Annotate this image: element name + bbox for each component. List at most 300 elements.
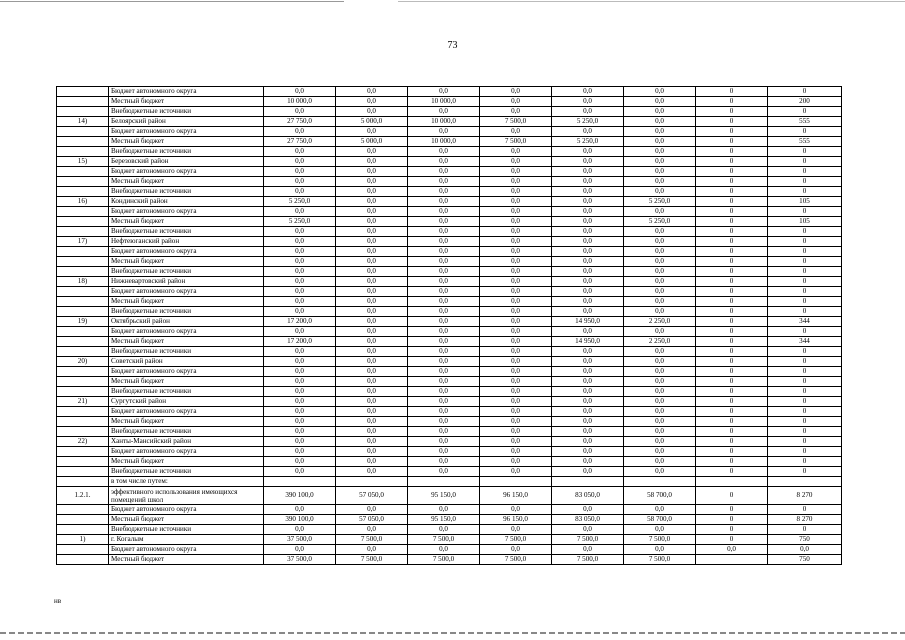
- value-cell: [552, 477, 624, 487]
- value-cell: 0,0: [336, 87, 408, 97]
- value-cell: 0,0: [408, 307, 480, 317]
- value-cell: 0: [696, 417, 768, 427]
- value-cell: 0,0: [408, 417, 480, 427]
- value-cell: 0,0: [264, 187, 336, 197]
- row-number: [57, 177, 109, 187]
- value-cell: 0,0: [552, 417, 624, 427]
- value-cell: 0,0: [480, 387, 552, 397]
- value-cell: 0,0: [264, 525, 336, 535]
- value-cell: 0,0: [264, 437, 336, 447]
- value-cell: 0: [768, 127, 842, 137]
- value-cell: 0,0: [552, 157, 624, 167]
- value-cell: 0,0: [408, 397, 480, 407]
- table-row: [57, 167, 842, 177]
- value-cell: 83 050,0: [552, 515, 624, 525]
- value-cell: 0,0: [336, 347, 408, 357]
- value-cell: 0,0: [624, 467, 696, 477]
- value-cell: 0,0: [480, 367, 552, 377]
- value-cell: 0,0: [624, 457, 696, 467]
- row-label: Бюджет автономного округа: [109, 87, 264, 97]
- value-cell: 7 500,0: [408, 555, 480, 565]
- value-cell: 0,0: [624, 367, 696, 377]
- row-number: [57, 367, 109, 377]
- row-label: Бюджет автономного округа: [109, 207, 264, 217]
- value-cell: 0,0: [552, 177, 624, 187]
- value-cell: 0: [696, 447, 768, 457]
- value-cell: 0,0: [408, 207, 480, 217]
- row-label: Белоярский район: [109, 117, 264, 127]
- value-cell: 96 150,0: [480, 487, 552, 505]
- value-cell: 0,0: [552, 127, 624, 137]
- value-cell: [696, 555, 768, 565]
- row-number: [57, 167, 109, 177]
- value-cell: 0: [696, 97, 768, 107]
- value-cell: 7 500,0: [480, 137, 552, 147]
- table-row: [57, 377, 842, 387]
- value-cell: 0: [768, 267, 842, 277]
- value-cell: 0,0: [408, 525, 480, 535]
- scan-edge-bottom: [0, 632, 905, 634]
- value-cell: 0,0: [264, 387, 336, 397]
- value-cell: 0: [768, 167, 842, 177]
- value-cell: 0: [768, 437, 842, 447]
- table-row: [57, 107, 842, 117]
- value-cell: 5 250,0: [264, 217, 336, 227]
- value-cell: 0,0: [264, 157, 336, 167]
- value-cell: 0,0: [264, 347, 336, 357]
- value-cell: 96 150,0: [480, 515, 552, 525]
- row-number: [57, 147, 109, 157]
- value-cell: 0,0: [264, 367, 336, 377]
- table-row: [57, 437, 842, 447]
- table-row: [57, 347, 842, 357]
- table-row: [57, 207, 842, 217]
- row-label: Местный бюджет: [109, 337, 264, 347]
- value-cell: 0,0: [552, 297, 624, 307]
- value-cell: 0: [696, 437, 768, 447]
- value-cell: 0: [696, 535, 768, 545]
- value-cell: 0,0: [336, 97, 408, 107]
- row-label: Внебюджетные источники: [109, 525, 264, 535]
- value-cell: 0,0: [552, 257, 624, 267]
- value-cell: 0,0: [336, 307, 408, 317]
- value-cell: 0: [696, 307, 768, 317]
- value-cell: 0,0: [624, 447, 696, 457]
- table-row: [57, 247, 842, 257]
- value-cell: 0,0: [336, 127, 408, 137]
- row-number: [57, 247, 109, 257]
- value-cell: 0: [768, 347, 842, 357]
- value-cell: 555: [768, 117, 842, 127]
- value-cell: 7 500,0: [552, 555, 624, 565]
- value-cell: 83 050,0: [552, 487, 624, 505]
- value-cell: 0: [768, 457, 842, 467]
- value-cell: 0,0: [408, 277, 480, 287]
- table-row: [57, 297, 842, 307]
- value-cell: 0,0: [408, 127, 480, 137]
- value-cell: 0,0: [336, 397, 408, 407]
- value-cell: 8 270: [768, 487, 842, 505]
- row-number: 1): [57, 535, 109, 545]
- value-cell: 0: [768, 505, 842, 515]
- value-cell: 0: [696, 207, 768, 217]
- value-cell: 0: [696, 177, 768, 187]
- row-label: Внебюджетные источники: [109, 187, 264, 197]
- value-cell: 7 500,0: [408, 535, 480, 545]
- table-row: [57, 137, 842, 147]
- table-row: [57, 187, 842, 197]
- value-cell: 0: [696, 257, 768, 267]
- value-cell: 58 700,0: [624, 515, 696, 525]
- value-cell: 0,0: [552, 147, 624, 157]
- table-row: [57, 427, 842, 437]
- table-row: [57, 367, 842, 377]
- value-cell: 0,0: [480, 377, 552, 387]
- value-cell: 0,0: [624, 437, 696, 447]
- value-cell: 0,0: [336, 377, 408, 387]
- row-label: эффективного использования имеющихся помещений школ: [109, 487, 264, 505]
- row-number: 18): [57, 277, 109, 287]
- row-label: Березовский район: [109, 157, 264, 167]
- value-cell: 0,0: [480, 97, 552, 107]
- value-cell: 0,0: [336, 407, 408, 417]
- value-cell: 0,0: [336, 417, 408, 427]
- value-cell: 0,0: [408, 167, 480, 177]
- row-number: [57, 417, 109, 427]
- value-cell: 0,0: [480, 357, 552, 367]
- value-cell: 0: [696, 387, 768, 397]
- value-cell: 0: [696, 277, 768, 287]
- value-cell: 0,0: [480, 127, 552, 137]
- table-row: [57, 177, 842, 187]
- value-cell: 0,0: [552, 97, 624, 107]
- row-label: Местный бюджет: [109, 257, 264, 267]
- value-cell: 0,0: [624, 107, 696, 117]
- value-cell: 0: [696, 347, 768, 357]
- value-cell: 0: [696, 407, 768, 417]
- value-cell: 200: [768, 97, 842, 107]
- value-cell: 5 250,0: [264, 197, 336, 207]
- value-cell: 0: [768, 287, 842, 297]
- value-cell: 0,0: [552, 467, 624, 477]
- value-cell: 0,0: [624, 97, 696, 107]
- value-cell: 0: [696, 377, 768, 387]
- value-cell: 0,0: [264, 147, 336, 157]
- value-cell: 0: [696, 327, 768, 337]
- value-cell: 0: [696, 427, 768, 437]
- row-number: [57, 107, 109, 117]
- row-label: Октябрьский район: [109, 317, 264, 327]
- value-cell: 0: [768, 367, 842, 377]
- table-row: [57, 417, 842, 427]
- row-label: Внебюджетные источники: [109, 267, 264, 277]
- value-cell: 0,0: [264, 87, 336, 97]
- value-cell: 0,0: [624, 417, 696, 427]
- value-cell: 0,0: [408, 427, 480, 437]
- value-cell: 0,0: [408, 347, 480, 357]
- table-row: [57, 307, 842, 317]
- value-cell: 344: [768, 317, 842, 327]
- value-cell: 0,0: [264, 287, 336, 297]
- value-cell: [480, 477, 552, 487]
- value-cell: 0,0: [480, 237, 552, 247]
- table-row: [57, 337, 842, 347]
- value-cell: 0,0: [264, 457, 336, 467]
- value-cell: [336, 477, 408, 487]
- value-cell: 0,0: [480, 157, 552, 167]
- value-cell: [696, 477, 768, 487]
- row-label: Бюджет автономного округа: [109, 407, 264, 417]
- value-cell: 0,0: [624, 307, 696, 317]
- value-cell: 0,0: [336, 247, 408, 257]
- row-number: 14): [57, 117, 109, 127]
- value-cell: 37 500,0: [264, 535, 336, 545]
- value-cell: 0,0: [408, 197, 480, 207]
- value-cell: 0,0: [480, 207, 552, 217]
- value-cell: 0,0: [480, 277, 552, 287]
- value-cell: 0,0: [480, 447, 552, 457]
- value-cell: 0,0: [552, 197, 624, 207]
- value-cell: 0,0: [624, 347, 696, 357]
- value-cell: 0: [768, 377, 842, 387]
- value-cell: 0,0: [336, 217, 408, 227]
- value-cell: 0,0: [480, 317, 552, 327]
- table-row: [57, 357, 842, 367]
- value-cell: 0: [768, 427, 842, 437]
- value-cell: 0: [768, 227, 842, 237]
- value-cell: 0,0: [336, 257, 408, 267]
- row-number: [57, 87, 109, 97]
- value-cell: 0,0: [624, 377, 696, 387]
- value-cell: 0: [696, 117, 768, 127]
- row-label: Бюджет автономного округа: [109, 127, 264, 137]
- value-cell: 0: [768, 157, 842, 167]
- table-row: [57, 545, 842, 555]
- value-cell: 0,0: [624, 247, 696, 257]
- value-cell: 0,0: [480, 457, 552, 467]
- row-number: [57, 217, 109, 227]
- value-cell: 0,0: [408, 107, 480, 117]
- value-cell: 0,0: [336, 157, 408, 167]
- value-cell: 7 500,0: [552, 535, 624, 545]
- value-cell: 0,0: [552, 407, 624, 417]
- value-cell: 0,0: [408, 467, 480, 477]
- value-cell: 0,0: [336, 387, 408, 397]
- value-cell: 0,0: [336, 367, 408, 377]
- row-number: [57, 307, 109, 317]
- value-cell: 0,0: [624, 297, 696, 307]
- value-cell: 27 750,0: [264, 137, 336, 147]
- value-cell: 5 250,0: [552, 117, 624, 127]
- row-label: Бюджет автономного округа: [109, 367, 264, 377]
- value-cell: 0,0: [336, 317, 408, 327]
- value-cell: 0,0: [264, 127, 336, 137]
- value-cell: 7 500,0: [336, 555, 408, 565]
- value-cell: 58 700,0: [624, 487, 696, 505]
- value-cell: 0: [768, 407, 842, 417]
- value-cell: 0,0: [480, 177, 552, 187]
- row-number: [57, 187, 109, 197]
- table-row: [57, 447, 842, 457]
- value-cell: 0: [768, 417, 842, 427]
- value-cell: 0,0: [552, 377, 624, 387]
- value-cell: 0,0: [264, 545, 336, 555]
- value-cell: 0,0: [264, 267, 336, 277]
- value-cell: 0,0: [264, 377, 336, 387]
- value-cell: 0: [768, 387, 842, 397]
- row-number: [57, 97, 109, 107]
- value-cell: 5 000,0: [336, 117, 408, 127]
- row-number: [57, 387, 109, 397]
- value-cell: [264, 477, 336, 487]
- value-cell: 0,0: [480, 217, 552, 227]
- value-cell: 0: [768, 177, 842, 187]
- value-cell: 0,0: [552, 397, 624, 407]
- value-cell: 0: [696, 267, 768, 277]
- value-cell: 0: [696, 457, 768, 467]
- row-number: [57, 207, 109, 217]
- value-cell: 0: [696, 127, 768, 137]
- value-cell: 344: [768, 337, 842, 347]
- value-cell: 0,0: [624, 505, 696, 515]
- row-label: Местный бюджет: [109, 177, 264, 187]
- value-cell: 0,0: [480, 427, 552, 437]
- value-cell: 0,0: [624, 147, 696, 157]
- value-cell: 0,0: [624, 267, 696, 277]
- value-cell: 95 150,0: [408, 515, 480, 525]
- value-cell: 0,0: [336, 357, 408, 367]
- value-cell: 0,0: [336, 147, 408, 157]
- value-cell: 0: [768, 307, 842, 317]
- value-cell: 0,0: [552, 437, 624, 447]
- value-cell: 0,0: [264, 505, 336, 515]
- row-number: [57, 137, 109, 147]
- row-number: [57, 337, 109, 347]
- value-cell: 8 270: [768, 515, 842, 525]
- table-row: [57, 397, 842, 407]
- value-cell: 0,0: [552, 187, 624, 197]
- value-cell: 0,0: [624, 137, 696, 147]
- value-cell: 0,0: [552, 107, 624, 117]
- table-row: [57, 117, 842, 127]
- value-cell: 7 500,0: [480, 535, 552, 545]
- value-cell: 0: [696, 107, 768, 117]
- row-label: Местный бюджет: [109, 555, 264, 565]
- value-cell: 0,0: [552, 327, 624, 337]
- value-cell: 27 750,0: [264, 117, 336, 127]
- value-cell: 0: [696, 87, 768, 97]
- row-number: [57, 525, 109, 535]
- row-number: [57, 447, 109, 457]
- value-cell: 0,0: [480, 397, 552, 407]
- row-label: Местный бюджет: [109, 97, 264, 107]
- row-number: 16): [57, 197, 109, 207]
- value-cell: 105: [768, 197, 842, 207]
- value-cell: 0: [768, 297, 842, 307]
- value-cell: 0,0: [336, 467, 408, 477]
- value-cell: 0,0: [408, 337, 480, 347]
- value-cell: 0,0: [408, 87, 480, 97]
- value-cell: 0,0: [264, 277, 336, 287]
- row-number: 22): [57, 437, 109, 447]
- value-cell: 0: [696, 397, 768, 407]
- table-row: [57, 267, 842, 277]
- table-row: [57, 147, 842, 157]
- value-cell: 0,0: [552, 87, 624, 97]
- value-cell: 0: [768, 147, 842, 157]
- value-cell: 0: [696, 227, 768, 237]
- value-cell: 0,0: [480, 187, 552, 197]
- value-cell: 0,0: [408, 327, 480, 337]
- value-cell: 5 250,0: [624, 217, 696, 227]
- row-label: Нижневартовский район: [109, 277, 264, 287]
- row-label: Советский район: [109, 357, 264, 367]
- value-cell: 0,0: [624, 227, 696, 237]
- table-row: [57, 555, 842, 565]
- value-cell: 0,0: [624, 357, 696, 367]
- value-cell: 0,0: [552, 545, 624, 555]
- row-number: 20): [57, 357, 109, 367]
- value-cell: 0,0: [624, 327, 696, 337]
- value-cell: 0,0: [336, 287, 408, 297]
- value-cell: 0: [768, 277, 842, 287]
- value-cell: 0,0: [624, 127, 696, 137]
- row-number: [57, 457, 109, 467]
- value-cell: 0,0: [552, 307, 624, 317]
- value-cell: 0: [768, 357, 842, 367]
- value-cell: 0: [696, 247, 768, 257]
- value-cell: 0,0: [336, 197, 408, 207]
- table-row: [57, 387, 842, 397]
- row-number: 1.2.1.: [57, 487, 109, 505]
- value-cell: 0,0: [624, 397, 696, 407]
- value-cell: 0: [696, 217, 768, 227]
- value-cell: 10 000,0: [408, 117, 480, 127]
- value-cell: 7 500,0: [480, 117, 552, 127]
- value-cell: 0,0: [408, 367, 480, 377]
- value-cell: 0,0: [480, 545, 552, 555]
- value-cell: 0,0: [264, 357, 336, 367]
- value-cell: 0: [768, 187, 842, 197]
- row-label: Бюджет автономного округа: [109, 505, 264, 515]
- value-cell: 0: [696, 287, 768, 297]
- value-cell: 0,0: [480, 197, 552, 207]
- value-cell: 14 950,0: [552, 337, 624, 347]
- value-cell: 2 250,0: [624, 317, 696, 327]
- row-label: Местный бюджет: [109, 297, 264, 307]
- value-cell: 0,0: [552, 247, 624, 257]
- value-cell: 390 100,0: [264, 487, 336, 505]
- value-cell: 0,0: [408, 317, 480, 327]
- row-label: Кондинский район: [109, 197, 264, 207]
- value-cell: 0,0: [480, 247, 552, 257]
- table-row: [57, 327, 842, 337]
- table-row: [57, 157, 842, 167]
- row-number: [57, 227, 109, 237]
- value-cell: 0,0: [264, 227, 336, 237]
- value-cell: 0,0: [408, 157, 480, 167]
- value-cell: 0: [768, 447, 842, 457]
- row-label: Внебюджетные источники: [109, 387, 264, 397]
- value-cell: 0,0: [552, 237, 624, 247]
- value-cell: 0,0: [336, 525, 408, 535]
- value-cell: 0: [696, 467, 768, 477]
- value-cell: 0: [768, 237, 842, 247]
- table-row: [57, 217, 842, 227]
- value-cell: 0,0: [552, 427, 624, 437]
- table-row: [57, 317, 842, 327]
- value-cell: 0,0: [624, 257, 696, 267]
